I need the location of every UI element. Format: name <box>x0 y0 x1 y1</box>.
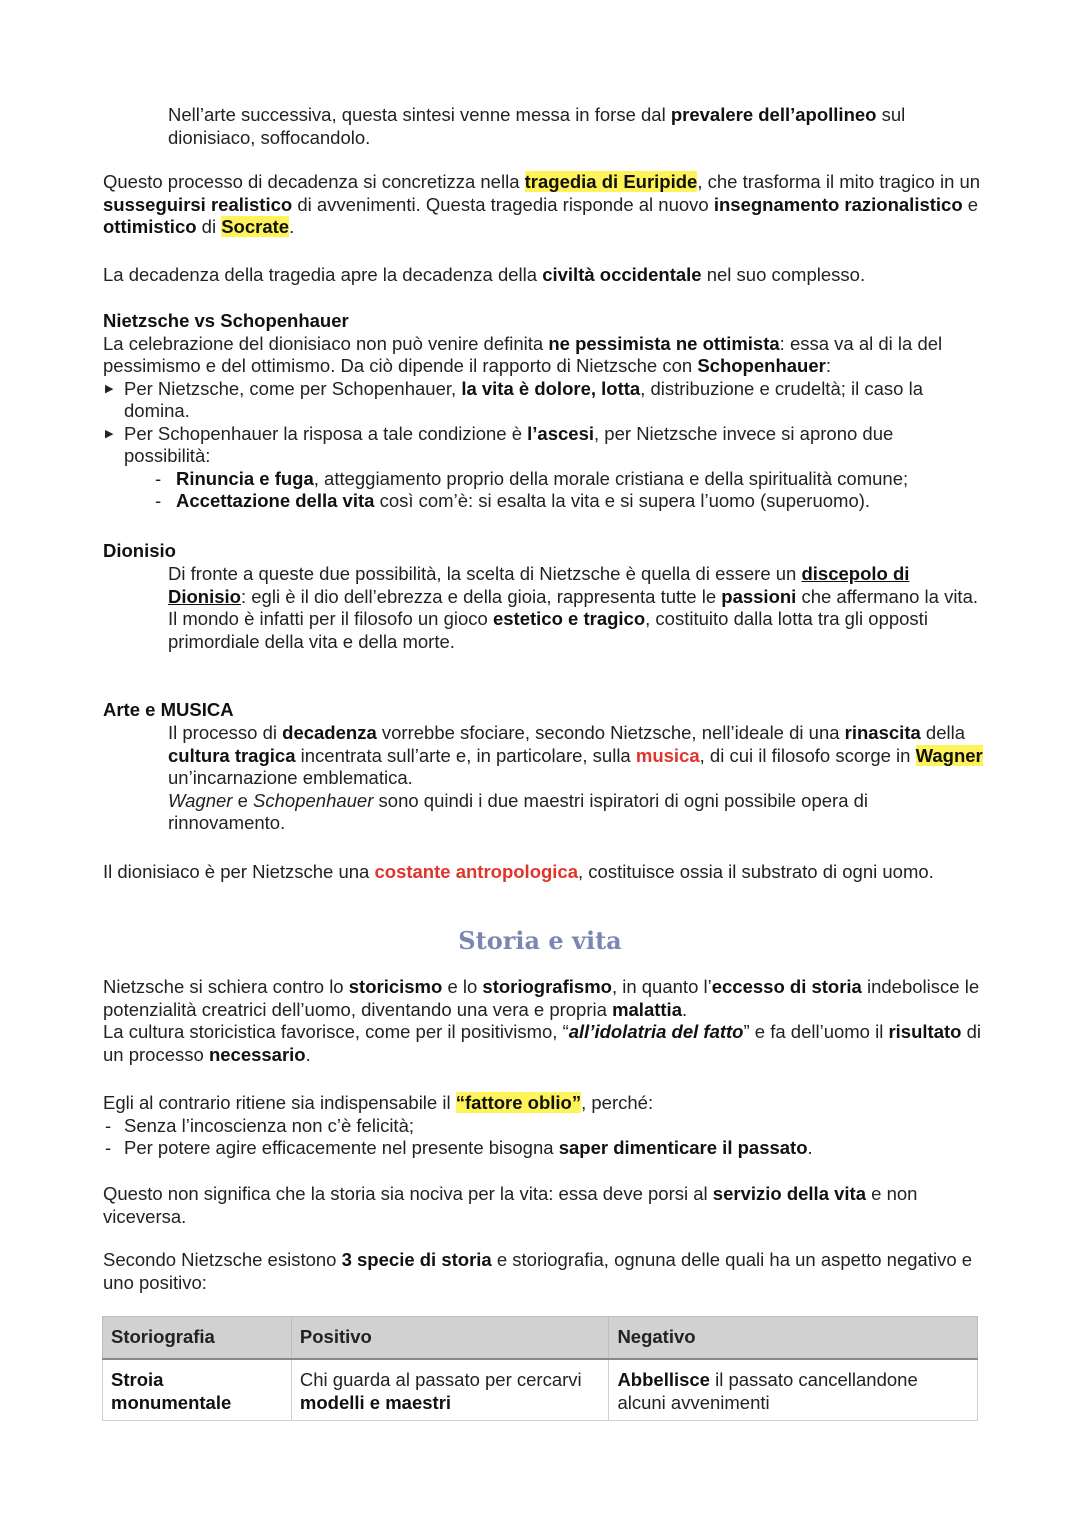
table-cell: Chi guarda al passato per cercarvi modelli e maestri <box>291 1359 609 1421</box>
sub-list <box>103 468 983 513</box>
dash-bullet-icon: - <box>105 1114 112 1136</box>
section-arte <box>168 722 983 835</box>
paragraph-servizio-vita: Questo non significa che la storia sia nociva per la vita: essa deve porsi al servizio della vita e non viceversa. <box>103 1183 918 1227</box>
dash-bullet-icon: - <box>155 467 162 489</box>
list-item: - Accettazione della vita così com’è: si esalta la vita e si supera l’uomo (superuomo). <box>155 490 871 511</box>
heading-dionisio: Dionisio <box>103 540 176 561</box>
table-header: Positivo <box>291 1317 609 1360</box>
dash-bullet-icon: - <box>155 490 162 511</box>
paragraph-fattore-oblio: Egli al contrario ritiene sia indispensabile il “fattore oblio”, perché: - Senza l’incoscienza non c’è felicità; - Per potere agire efficacemente nel presente bisogna saper dimenticare il passato. <box>103 1092 983 1160</box>
list-item: - Rinuncia e fuga, atteggiamento proprio della morale cristiana e della spiritualità comune; <box>155 467 909 489</box>
paragraph-decadenza: Il processo di decadenza vorrebbe sfociare, secondo Nietzsche, nell’ideale di una rinascita della cultura tragica incentrata sull’arte e, in particolare, sulla musica, di cui il filosofo scorge in Wagner un’incarnazione emblematica. <box>168 722 983 788</box>
table-cell: Stroia monumentale <box>103 1359 292 1421</box>
paragraph-discepolo: Di fronte a queste due possibilità, la scelta di Nietzsche è quella di essere un discepolo di Dionisio: egli è il dio dell’ebrezza e della gioia, rappresenta tutte le passioni che affermano la vita. <box>168 563 979 607</box>
list-item: ▶ Per Nietzsche, come per Schopenhauer, la vita è dolore, lotta, distribuzione e crudeltà; il caso la domina. <box>105 377 923 421</box>
dash-bullet-icon: - <box>105 1137 112 1158</box>
list-item: - Per potere agire efficacemente nel presente bisogna saper dimenticare il passato. <box>105 1137 813 1158</box>
paragraph-civilta: La decadenza della tragedia apre la decadenza della civiltà occidentale nel suo complesso. <box>103 264 866 285</box>
section-dionisio <box>168 563 983 653</box>
paragraph-euripide: Questo processo di decadenza si concretizza nella tragedia di Euripide, che trasforma il mito tragico in un susseguirsi realistico di avvenimenti. Questa tragedia risponde al nuovo insegnamento razionalistico e ottimistico di Socrate. <box>103 171 981 237</box>
table-header: Storiografia <box>103 1317 292 1360</box>
list-item: ▶ Per Schopenhauer la risposa a tale condizione è l’ascesi, per Nietzsche invece si aprono due possibilità: <box>105 422 894 466</box>
oblio-list <box>103 1115 983 1160</box>
triangle-bullet-icon: ▶ <box>105 382 114 395</box>
list-item: - Senza l’incoscienza non c’è felicità; <box>105 1114 414 1136</box>
table-cell: Abbellisce il passato cancellandone alcuni avvenimenti <box>609 1359 978 1421</box>
storiografia-table <box>102 1316 978 1421</box>
triangle-bullet-icon: ▶ <box>105 427 114 440</box>
paragraph-costante: Il dionisiaco è per Nietzsche una costante antropologica, costituisce ossia il substrato di ogni uomo. <box>103 861 934 882</box>
section-nietzsche-schopenhauer <box>103 310 983 513</box>
heading-nietzsche-vs-schopenhauer: Nietzsche vs Schopenhauer <box>103 310 349 331</box>
paragraph-maestri: Wagner e Schopenhauer sono quindi i due maestri ispiratori di ogni possibile opera di rinnovamento. <box>168 789 869 833</box>
paragraph-celebrazione: La celebrazione del dionisiaco non può venire definita ne pessimista ne ottimista: essa va al di la del pessimismo e del ottimismo. Da ciò dipende il rapporto di Nietzsche con Schopenhauer: <box>103 332 943 376</box>
paragraph-storicismo: Nietzsche si schiera contro lo storicismo e lo storiografismo, in quanto l’eccesso di storia indebolisce le potenzialità creatrici dell’uomo, diventando una vera e propria malattia. La cultura storicistica favorisce, come per il positivismo, “all’idolatria del fatto” e fa dell’uomo il risultato di un processo necessario. <box>103 976 981 1065</box>
table-row <box>103 1359 978 1421</box>
table-header-row <box>103 1317 978 1360</box>
table-header: Negativo <box>609 1317 978 1360</box>
bullet-list <box>103 378 983 468</box>
paragraph-specie-storia: Secondo Nietzsche esistono 3 specie di storia e storiografia, ognuna delle quali ha un aspetto negativo e uno positivo: <box>103 1249 973 1293</box>
heading-arte-musica: Arte e MUSICA <box>103 699 234 720</box>
paragraph-apollineo: Nell’arte successiva, questa sintesi venne messa in forse dal prevalere dell’apollineo sul dionisiaco, soffocandolo. <box>168 104 906 148</box>
paragraph-mondo: Il mondo è infatti per il filosofo un gioco estetico e tragico, costituito dalla lotta tra gli opposti primordiale della vita e della morte. <box>168 608 928 652</box>
section-title: Storia e vita <box>458 926 622 955</box>
